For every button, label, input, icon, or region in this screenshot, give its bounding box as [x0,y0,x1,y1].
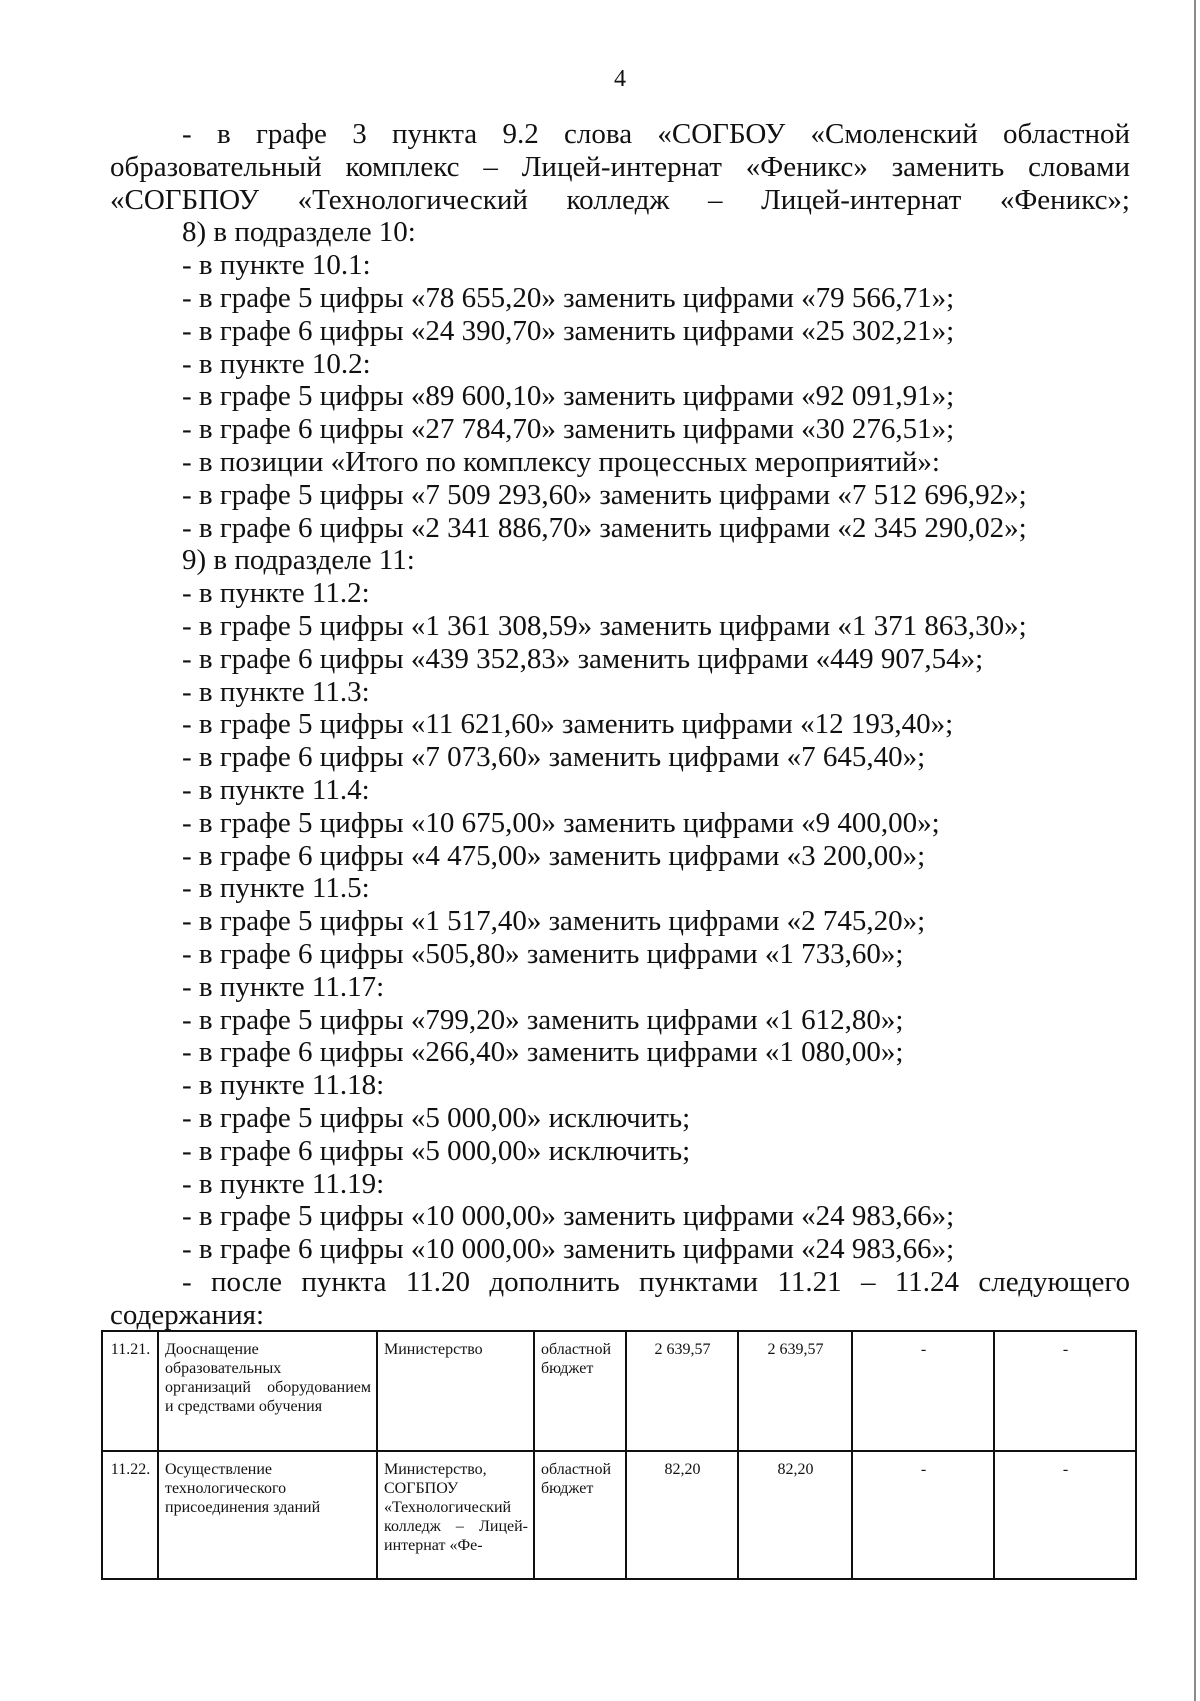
amendment-line: - в пункте 11.4: [182,773,370,806]
amendment-line: - в пункте 11.18: [182,1069,385,1102]
column-7-cell: - [852,1331,994,1451]
scan-right-edge [1194,0,1196,1701]
amendment-lines [110,216,1130,1266]
amendment-line: - в графе 6 цифры «439 352,83» заменить цифрами «449 907,54»; [182,642,984,675]
amendment-line: - в графе 5 цифры «7 509 293,60» заменить цифрами «7 512 696,92»; [182,478,1027,511]
closing-paragraph-continuation: содержания: [110,1298,265,1331]
amendment-line: - в графе 6 цифры «7 073,60» заменить цифрами «7 645,40»; [182,741,926,774]
table-row [102,1451,1136,1579]
amendment-line: - в графе 6 цифры «27 784,70» заменить цифрами «30 276,51»; [182,413,955,446]
amendment-line: - в графе 5 цифры «11 621,60» заменить цифрами «12 193,40»; [182,708,954,741]
document-body [110,118,1130,1331]
page-number: 4 [614,66,626,92]
amendment-line: - в графе 5 цифры «799,20» заменить цифрами «1 612,80»; [182,1003,904,1036]
amendment-line: - в графе 6 цифры «2 341 886,70» заменить цифрами «2 345 290,02»; [182,511,1027,544]
amendment-line: - в графе 6 цифры «266,40» заменить цифрами «1 080,00»; [182,1036,904,1069]
amendment-line: - в пункте 11.19: [182,1167,385,1200]
amendment-line: - в пункте 11.17: [182,970,385,1003]
year-amount-cell: 2 639,57 [738,1331,852,1451]
amendment-line: - в пункте 11.3: [182,675,370,708]
amendment-line: 8) в подразделе 10: [182,216,416,249]
amendment-line: - в графе 6 цифры «5 000,00» исключить; [182,1134,691,1167]
amendment-line: - в графе 6 цифры «4 475,00» заменить цифрами «3 200,00»; [182,839,926,872]
amendment-line: - в графе 5 цифры «78 655,20» заменить цифрами «79 566,71»; [182,281,955,314]
amendment-line: - в графе 5 цифры «10 000,00» заменить цифрами «24 983,66»; [182,1200,955,1233]
amendment-line: - в графе 5 цифры «89 600,10» заменить цифрами «92 091,91»; [182,380,955,413]
intro-paragraph: - в графе 3 пункта 9.2 слова «СОГБОУ «Смоленский областной образовательный комплекс – Лицей-интернат «Феникс» заменить словами «СОГБПОУ «Технологический колледж – Лицей-интернат «Феникс»; [110,118,1130,216]
column-7-cell: - [852,1451,994,1579]
amendment-line: - в графе 6 цифры «505,80» заменить цифрами «1 733,60»; [182,937,904,970]
amendment-line: - в графе 6 цифры «24 390,70» заменить цифрами «25 302,21»; [182,314,955,347]
executor-cell: Министерство, СОГБПОУ «Технологический колледж – Лицей-интернат «Фе- [377,1451,534,1579]
amendment-table [101,1330,1137,1580]
closing-paragraph-first-line: - после пункта 11.20 дополнить пунктами 11.21 – 11.24 следующего [182,1265,1130,1298]
amendment-line: - в пункте 11.5: [182,872,370,905]
amendment-line: - в пункте 11.2: [182,577,370,610]
amendment-line: - в пункте 10.1: [182,249,371,282]
executor-cell: Министерство [377,1331,534,1451]
column-8-cell: - [994,1451,1136,1579]
funding-source-cell: областной бюджет [534,1331,626,1451]
item-name-cell: Осуществление технологического присоединения зданий [158,1451,377,1579]
item-number-cell: 11.22. [102,1451,158,1579]
amendment-line: - в графе 6 цифры «10 000,00» заменить цифрами «24 983,66»; [182,1233,955,1266]
amendment-line: 9) в подразделе 11: [182,544,415,577]
amendment-line: - в пункте 10.2: [182,347,371,380]
amendment-line: - в графе 5 цифры «5 000,00» исключить; [182,1101,691,1134]
table-row [102,1331,1136,1451]
item-number-cell: 11.21. [102,1331,158,1451]
amendment-line: - в графе 5 цифры «1 517,40» заменить цифрами «2 745,20»; [182,905,926,938]
amendment-line: - в позиции «Итого по комплексу процессных мероприятий»: [182,445,940,478]
amendment-line: - в графе 5 цифры «10 675,00» заменить цифрами «9 400,00»; [182,806,940,839]
item-name-cell: Дооснащение образовательных организаций оборудованием и средствами обучения [158,1331,377,1451]
total-amount-cell: 82,20 [626,1451,738,1579]
funding-source-cell: областной бюджет [534,1451,626,1579]
year-amount-cell: 82,20 [738,1451,852,1579]
column-8-cell: - [994,1331,1136,1451]
total-amount-cell: 2 639,57 [626,1331,738,1451]
amendment-line: - в графе 5 цифры «1 361 308,59» заменить цифрами «1 371 863,30»; [182,609,1027,642]
